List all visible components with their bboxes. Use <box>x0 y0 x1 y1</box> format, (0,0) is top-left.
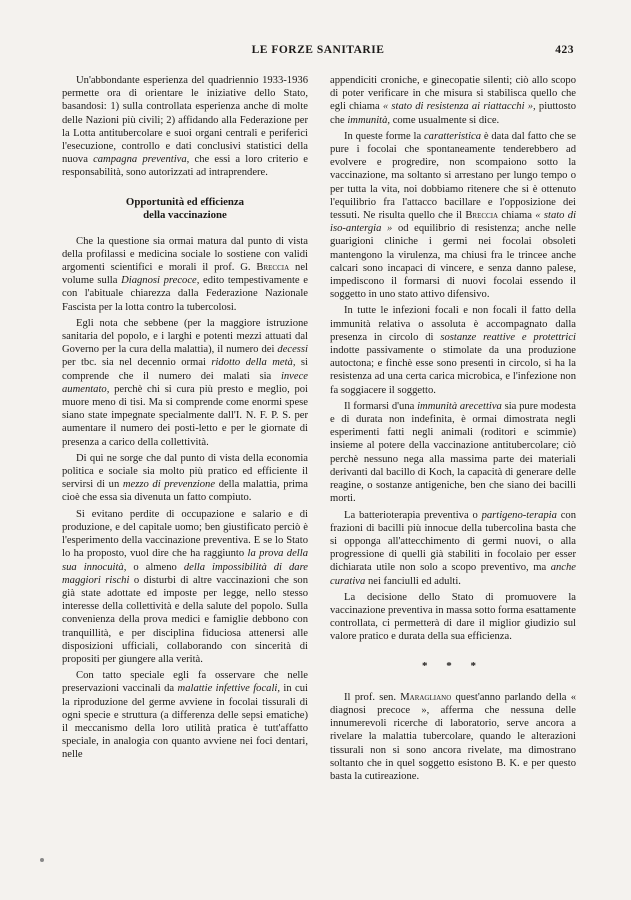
paragraph: Il formarsi d'una immunità arecettiva sia pure modesta e di durata non indefinita, è ormai dimostrata negli esperimenti fatti negli animali (roditori e scimmie) insieme al potere della vaccinazione antitubercolare; ciò perchè nessuno nega alla massima parte dei materiali derivanti dal bacillo di Koch, la capacità di generare delle reagine, o sostanze antigeniche, ben che siano dei bacilli morti. <box>330 400 576 505</box>
right-column <box>330 74 576 786</box>
author-name: Breccia <box>256 262 290 274</box>
paragraph: Di qui ne sorge che dal punto di vista della economia politica e sociale sia molto più pratico ed efficiente il servirsi di un mezzo di prevenzione della malattia, prima cioè che essa sia divenuta un fatto compiuto. <box>62 452 308 504</box>
paragraph: appendiciti croniche, e ginecopatie silenti; ciò allo scopo di poter verificare in che misura si stabilisca quello che egli chiama « stato di resistenza ai riattacchi », piuttosto che immunità, come usualmente si dice. <box>330 75 576 126</box>
paragraph: In tutte le infezioni focali e non focali il fatto della immunità relativa o assoluta è accompagnato dalla presenza in circolo di sostanze reattive e protettrici indotte passivamente o stimolate da una produzione autoctona; e finchè esse sono presenti in circolo, si ha la resistenza ad una certa carica microbica, e l'infezione non fa soggiacere il soggetto. <box>330 305 576 396</box>
author-name: Maragliano <box>400 691 452 703</box>
running-header <box>62 44 574 62</box>
paragraph: La batterioterapia preventiva o partigeno-terapia con frazioni di bacilli più innocue della tubercolina basta che si opponga all'attecchimento di germi nuovi, o alla progressione di quelli già stabiliti in focolaio per esser dichiarata utile non solo a scopo preventivo, ma anche curativa nei fanciulli ed adulti. <box>330 509 577 587</box>
paragraph: Egli nota che sebbene (per la maggiore istruzione sanitaria del popolo, e i larghi e potenti mezzi attuati dal Governo per la cura della malattia), il numero dei decessi per tbc. sia nel decennio ormai ridotto della metà, si comprende che il numero dei malati sia invece aumentato, perchè chi si cura più presto e meglio, poi muore meno di tisi. Ma si comprende come enormi spese siano state impegnate specialmente dall'I. N. F. P. S. per aumentare il numero dei posti-letto e per le giornate di presenza a carico della collettività. <box>62 317 308 448</box>
paragraph: La decisione dello Stato di promuovere la vaccinazione preventiva in massa sotto forma esattamente controllata, ci permetterà di dare il miglior giudizio sul valore pratico e durata della sua efficienza. <box>330 591 576 643</box>
author-name: Breccia <box>465 210 499 222</box>
paragraph: Il prof. sen. Maragliano quest'anno parlando della « diagnosi precoce », afferma che nessuna delle innumerevoli ricerche di laboratorio, serve ancora a rivelare la malattia tubercolare, quando le alterazioni tissurali non si sono ancora rivelate, ma dimostrano soltanto che in quel soggetto esistono B. K. e per questo basta la cutireazione. <box>330 691 576 782</box>
journal-title: LE FORZE SANITARIE <box>251 44 385 56</box>
section-separator: * * * <box>422 659 484 672</box>
paragraph: Con tatto speciale egli fa osservare che nelle preservazioni vaccinali da malattie infettive focali, in cui la riproduzione del germe avviene in focolai tissurali di ogni specie e struttura (a differenza delle sepsi ematiche) il meccanismo della loro utilità pratica è tutt'affatto speciale, in analogia con quanto avviene nei foci dentari, nelle <box>62 670 308 761</box>
page-number: 423 <box>555 44 574 56</box>
scan-speck <box>40 858 44 862</box>
section-heading: Opportunità ed efficienza della vaccinazione <box>125 195 245 222</box>
left-column <box>62 74 308 765</box>
paragraph: Che la questione sia ormai matura dal punto di vista della profilassi e medicina sociale lo sostiene con validi argomenti scientifici e morali il prof. G. Breccia nel volume sulla Diagnosi precoce, edito tempestivamente e con l'abituale chiarezza dalla Federazione Nazionale Fascista per la lotta contro la tubercolosi. <box>62 235 308 313</box>
paragraph: Si evitano perdite di occupazione e salario e di produzione, e del capitale uomo; ben giustificato perciò è l'esperimento della vaccinazione preventiva. E se lo Stato lo ha proposto, vuol dire che ha raggiunto la prova della sua innocuità, o almeno della impossibilità di dare maggiori rischi o disturbi di altre vaccinazioni che son già state adottate ed imposte per legge, nello stesso interesse della collettività e della salute del popolo. Sulla convenienza della prova medici e famiglie debbono con tranquillità, e per disciplina fiduciosa attenersi alle disposizioni ufficiali, collaborando con sincerità di propositi per giungere alla verità. <box>62 508 308 665</box>
paragraph: In queste forme la caratteristica è data dal fatto che se pure i focolai che spontaneamente tenderebbero ad evolvere e progredire, non scompaiono sotto la vaccinazione, ma soltanto si arrestano per lungo tempo o per tutta la vita, noi dobbiamo ritenere che si è ottenuto l'equilibrio fra l'attacco bacillare e l'opposizione dei tessuti. Ne risulta quello che il Breccia chiama « stato di iso-antergia » od equilibrio di resistenza; anche nelle guarigioni cliniche i germi nei focolai obsoleti mantengono la virulenza, ma chiusi fra le trincee anche calcari sono incapaci di vincere, e senza danno palese, impediscono il formarsi di nuovi focolai essendo il soggetto in uno stato attivo difensivo. <box>330 130 577 301</box>
paragraph: Un'abbondante esperienza del quadriennio 1933-1936 permette ora di orientare le iniziative dello Stato, basandosi: 1) sulla controllata esperienza anche di molte delle Nazioni più civili; 2) affidando alla Federazione per la Lotta antitubercolare e suoi organi centrali e periferici l'esecuzione, controllo e dati conclusivi statistici della nuova campagna preventiva, che essi a loro criterio e responsabilità, sono autorizzati ad intraprendere. <box>62 75 308 179</box>
